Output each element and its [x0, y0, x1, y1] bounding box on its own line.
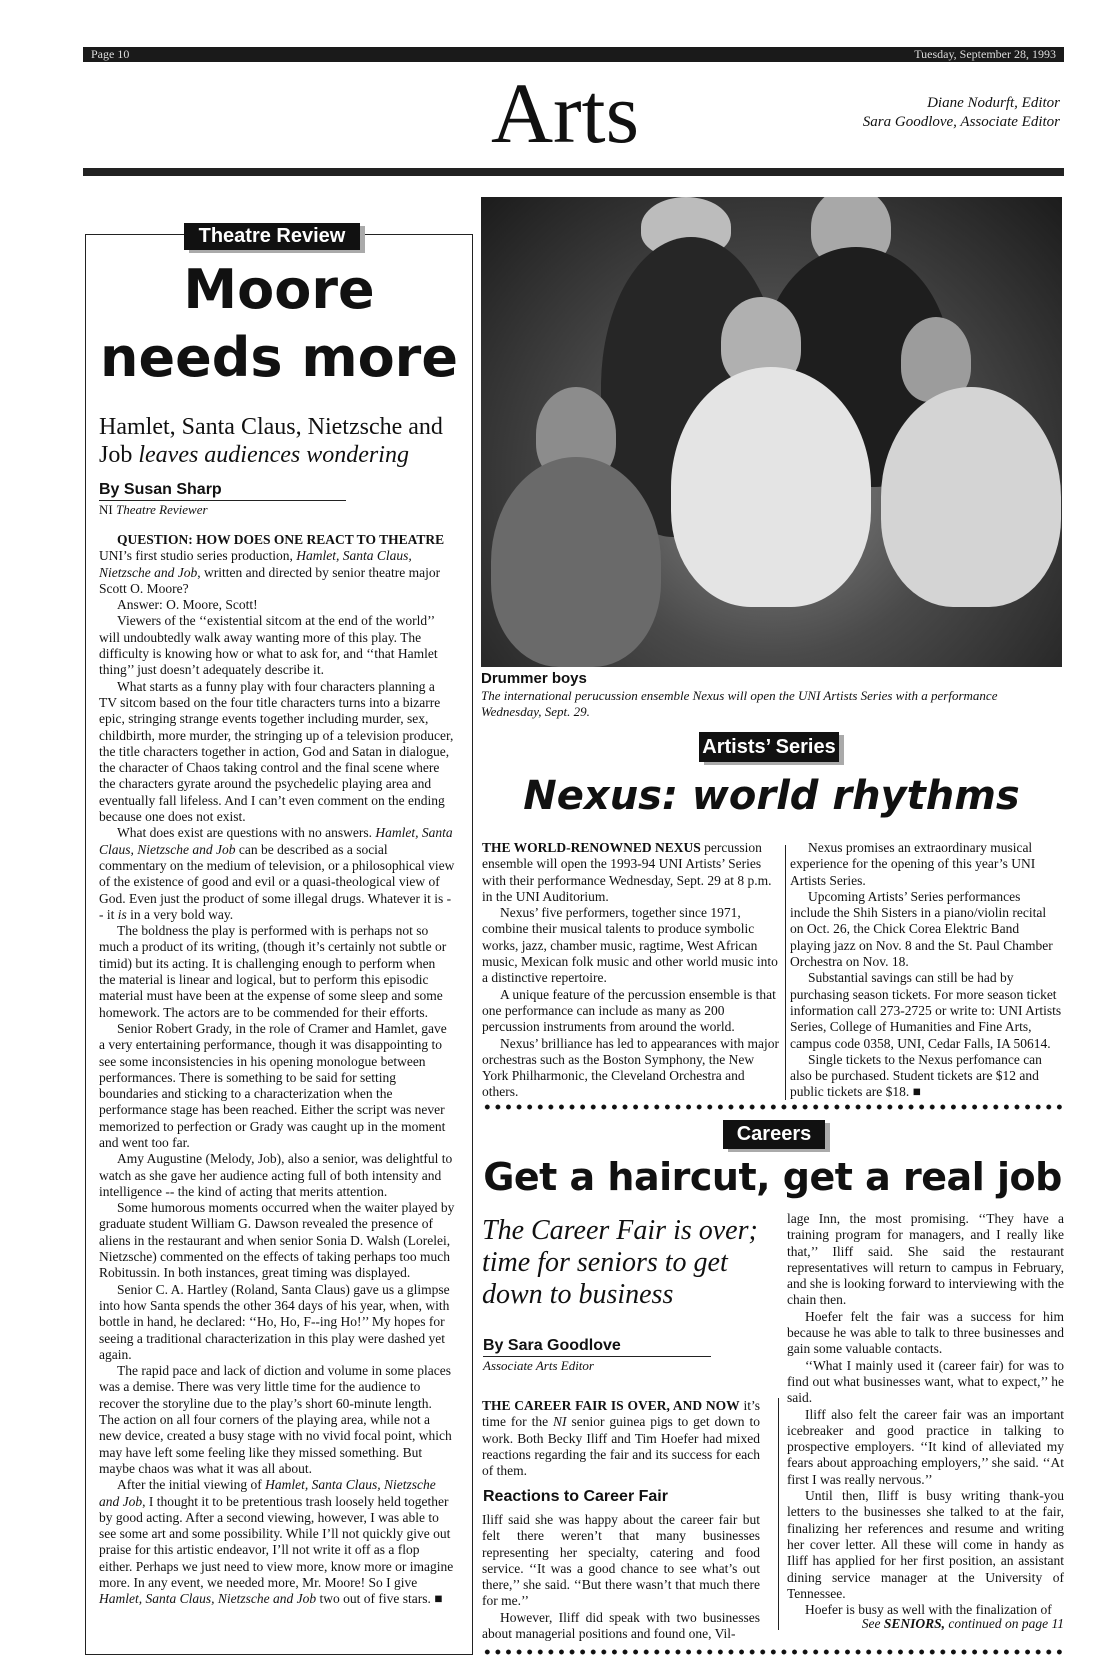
- text-run: Iliff said she was happy about the career fair but felt there weren’t that many businesses representing her specialty, catering and food service. ‘‘It was a good chance to see what’s out there,’’ she said. ‘‘But there wasn’t that much there for me.’’: [482, 1512, 760, 1609]
- paragraph: [482, 905, 780, 986]
- artists-series-label: Artists’ Series: [699, 732, 839, 762]
- continued-jump-line[interactable]: [862, 1616, 1064, 1632]
- paragraph: [99, 679, 455, 826]
- theatre-byline: By Susan Sharp: [99, 481, 346, 501]
- text-run: ‘‘What I mainly used it (career fair) for was to find out what businesses want, what to expect,’’ he said.: [787, 1357, 1064, 1406]
- column-rule: [785, 845, 786, 1100]
- text-run: Nexus’ brilliance has led to appearances with major orchestras such as the Boston Symphony, the New York Philharmonic, the Cleveland Orchestra and others.: [482, 1035, 780, 1100]
- jump-prefix: See: [861, 1616, 884, 1631]
- italic-text: NI: [553, 1414, 567, 1430]
- text-run: Senior C. A. Hartley (Roland, Santa Claus) gave us a glimpse into how Santa spends the other 364 days of his year, when, with bottle in hand, he declared: ‘‘Ho, Ho, F--ing Ho!’’ My hopes for seeing a traditional characterization in this play were dashed yet again.: [99, 1281, 450, 1362]
- byline-title: Theatre Reviewer: [115, 502, 208, 517]
- text-run: The rapid pace and lack of diction and volume in some places was a demise. There was very little time for the audience to recover the storyline due to the play’s short 60-minute length. The action on all four corners of the playing area, while not a new device, created a busy stage with no vivid focal point, which may have left some feeling like they missed something. But maybe chaos was what it was all about.: [99, 1363, 452, 1476]
- careers-subhead: Reactions to Career Fair: [483, 1488, 668, 1505]
- text-run: Until then, Iliff is busy writing thank-you letters to the businesses she talked to at the fair, finalizing her references and resume and writing her cover letter. All these will come in handy as Iliff has applied for her first position, an assistant dining service manager at the University of Tennessee.: [787, 1488, 1064, 1601]
- text-run: Amy Augustine (Melody, Job), also a senior, was delightful to watch as she gave her audience acting full of both intensity and intelligence -- the kind of acting that merits attention.: [99, 1151, 453, 1199]
- photo-caption: The international perucussion ensemble Nexus will open the UNI Artists Series with a performance Wednesday, Sept. 29.: [481, 688, 998, 719]
- nexus-column-1: [482, 840, 780, 1101]
- text-run: senior guinea pigs to get down to work. Both Becky Iliff and Tim Hoefer had mixed reactions regarding the fair and its success for each of them.: [482, 1414, 760, 1479]
- paragraph: [99, 1363, 455, 1477]
- paragraph: [482, 840, 780, 905]
- header-rule: [83, 168, 1064, 176]
- byline-org: NI: [99, 502, 116, 517]
- text-run: UNI’s first studio series production,: [99, 548, 297, 564]
- paragraph: [482, 1610, 760, 1643]
- jump-target: SENIORS,: [883, 1616, 946, 1631]
- paragraph: [99, 825, 455, 923]
- italic-text: Hamlet, Santa Claus, Nietzsche and Job: [99, 548, 412, 580]
- paragraph: [482, 1398, 760, 1479]
- editor: Diane Nodurft, Editor: [927, 95, 1060, 111]
- photo-figure: [491, 457, 661, 667]
- careers-column-1a: [482, 1398, 760, 1479]
- paragraph: [99, 1282, 455, 1363]
- dotted-divider: [482, 1649, 1064, 1655]
- text-run: Hoefer is busy as well with the finalization of: [805, 1602, 1052, 1618]
- theatre-byline-title: [99, 502, 208, 518]
- text-run: What starts as a funny play with four characters planning a TV sitcom based on the four title characters turns into a bizarre epic, stringing strange events together including murder, sex, childbirth, more murder, the stringing up of a television producer, the title characters together in action, God and Satan in dialogue, the character of Chaos taking control and the final scene where the characters gyrate around the psychedelic playing area and eventually fall lifeless. And I can’t even comment on the ending because one does not exist.: [99, 678, 454, 825]
- text-run: it’s time for the: [482, 1398, 760, 1430]
- theatre-deck: [99, 413, 469, 469]
- text-run: lage Inn, the most promising. ‘‘They have a training program for managers, and I really like that,’’ Iliff said. She said the restaurant representatives will return to campus in February, and she is looking forward to interviewing with the chain then.: [787, 1211, 1064, 1308]
- text-run: Senior Robert Grady, in the role of Cramer and Hamlet, gave a very entertaining performance, though it was disappointing to see some inconsistencies in his opening monologue between performances. There is something to be said for setting boundaries and sticking to a characterization when the performance stage has been reached. Either the script was never memorized to perfection or Grady was caught up in the moment and went too far.: [99, 1020, 447, 1150]
- text-run: Nexus’ five performers, together since 1971, combine their musical talents to produce symbolic works, jazz, chamber music, ragtime, West African music, Mexican folk music and other world music into a distinctive repertoire.: [482, 905, 778, 986]
- text-run: After the initial viewing of: [117, 1477, 266, 1493]
- careers-label: Careers: [723, 1120, 825, 1149]
- section-title: Arts: [490, 65, 640, 161]
- text-run: Viewers of the ‘‘existential sitcom at the end of the world’’ will undoubtedly walk away wanting more of this play. The difficulty is knowing how or what to ask for, and ‘‘that Hamlet thing’’ just doesn’t adequately describe it.: [99, 613, 438, 678]
- text-run: in a very bold way.: [126, 906, 234, 922]
- paragraph: [787, 1358, 1064, 1407]
- text-run: Upcoming Artists’ Series performances include the Shih Sisters in a piano/violin recital on Oct. 26, the Chick Corea Elektric Band playing jazz on Nov. 8 and the St. Paul Chamber Orchestra on Nov. 18.: [790, 888, 1053, 970]
- theatre-headline-2: needs more: [100, 326, 458, 389]
- lead-in-text: THE WORLD-RENOWNED NEXUS: [482, 840, 701, 855]
- paragraph: [99, 1200, 455, 1281]
- text-run: Iliff also felt the career fair was an important icebreaker and good practice in talking to prospective employers. ‘‘It kind of alleviated my fears about approaching employers,’’ she said. ‘‘At first I was really nervous.’’: [787, 1406, 1064, 1487]
- paragraph: [482, 1036, 780, 1101]
- text-run: Answer: O. Moore, Scott!: [117, 597, 258, 613]
- deck-plain: Hamlet, Santa Claus, Nietzsche and Job: [99, 414, 443, 468]
- photo-nexus-ensemble: [481, 197, 1062, 667]
- page-number: Page 10: [91, 47, 130, 61]
- deck-italic: leaves audiences wondering: [138, 442, 409, 468]
- paragraph: [787, 1488, 1064, 1602]
- paragraph: [790, 970, 1062, 1051]
- paragraph: [787, 1211, 1064, 1309]
- theatre-review-label: Theatre Review: [184, 223, 360, 250]
- text-run: percussion ensemble will open the 1993-94 UNI Artists’ Series with their performance Wednesday, Sept. 29 at 8 p.m. in the UNI Auditorium.: [482, 840, 772, 904]
- italic-text: is: [117, 906, 127, 922]
- paragraph: [99, 1021, 455, 1151]
- editors: [863, 94, 1060, 132]
- careers-deck: The Career Fair is over; time for seniors to get down to business: [482, 1215, 758, 1310]
- text-run: , written and directed by senior theatre major Scott O. Moore?: [99, 564, 441, 596]
- paragraph: [787, 1309, 1064, 1358]
- text-run: However, Iliff did speak with two businesses about managerial positions and found one, Vil-: [482, 1609, 760, 1642]
- lead-in-text: QUESTION: HOW DOES ONE REACT TO THEATRE: [117, 532, 445, 547]
- photo-figure: [671, 367, 871, 607]
- italic-text: Hamlet, Santa Claus, Nietzsche and Job: [99, 1591, 317, 1607]
- paragraph: [790, 840, 1062, 889]
- careers-column-2: [787, 1211, 1064, 1618]
- paragraph: [99, 923, 455, 1021]
- lead-in-text: THE CAREER FAIR IS OVER, AND NOW: [482, 1398, 740, 1413]
- paragraph: [787, 1407, 1064, 1488]
- photo-caption-title: Drummer boys: [481, 670, 587, 687]
- nexus-headline: Nexus: world rhythms: [523, 773, 1020, 819]
- theatre-article-body: [99, 532, 455, 1608]
- theatre-headline-1: Moore: [183, 258, 375, 321]
- photo-figure: [881, 387, 1061, 607]
- paragraph: [99, 613, 455, 678]
- careers-byline-title: Associate Arts Editor: [483, 1358, 594, 1373]
- paragraph: [99, 1151, 455, 1200]
- italic-text: Hamlet, Santa Claus, Nietzsche and Job: [99, 1477, 436, 1509]
- careers-column-1b: [482, 1512, 760, 1642]
- careers-headline: Get a haircut, get a real job: [483, 1155, 1062, 1199]
- text-run: , I thought it to be pretentious trash loosely held together by good acting. After a second viewing, however, I was able to see some art and some possibility. While I’ll not quickly give out praise for this artistic endeavor, I’ll not write it off as a flop either. Perhaps we just need to view more, know more or imagine more. In any event, we needed more, Mr. Moore! So I give: [99, 1493, 454, 1590]
- text-run: What does exist are questions with no answers.: [117, 825, 376, 841]
- paragraph: [790, 889, 1062, 970]
- issue-date: Tuesday, September 28, 1993: [914, 47, 1056, 61]
- paragraph: [99, 532, 455, 597]
- paragraph: [482, 1512, 760, 1610]
- text-run: Nexus promises an extraordinary musical experience for the opening of this year’s UNI Artists Series.: [790, 840, 1036, 888]
- paragraph: [99, 1477, 455, 1607]
- text-run: two out of five stars. ■: [316, 1591, 443, 1607]
- associate-editor: Sara Goodlove, Associate Editor: [862, 114, 1060, 130]
- italic-text: Hamlet, Santa Claus, Nietzsche and Job: [99, 825, 453, 857]
- careers-byline: By Sara Goodlove: [483, 1337, 711, 1357]
- column-rule: [778, 1398, 779, 1630]
- text-run: Substantial savings can still be had by purchasing season tickets. For more season ticket information call 273-2725 or write to: UNI Artists Series, College of Humanities and Fine Arts, campus code 0358, UNI, Cedar Falls, IA 50614.: [790, 970, 1062, 1051]
- text-run: Some humorous moments occurred when the waiter played by graduate student William G. Dawson revealed the presence of aliens in the restaurant and when senior Sonia D. Walsh (Lorelei, Nietzsche) commented on the effects of taking perhaps too much Robitussin. In both instances, great timing was displayed.: [99, 1200, 455, 1281]
- paragraph: [482, 987, 780, 1036]
- jump-rest: continued on page 11: [945, 1616, 1064, 1631]
- nexus-column-2: [790, 840, 1062, 1101]
- text-run: The boldness the play is performed with is perhaps not so much a product of its writing, (though it’s certainly not subtle or timid) but its acting. It is challenging enough to perform when the material is linear and logical, but to perform this episodic material must have been at the expense of some sleep and some homework. The actors are to be commended for their efforts.: [99, 923, 447, 1020]
- paragraph: [790, 1052, 1062, 1101]
- text-run: A unique feature of the percussion ensemble is that one performance can include as many as 200 percussion instruments from around the world.: [482, 986, 776, 1035]
- paragraph: [99, 597, 455, 613]
- page-header-bar: [83, 47, 1064, 62]
- text-run: can be described as a social commentary on the medium of television, or a philosophical view of the existence of good and evil or a quasi-theological view of God. Even just the product of some illegal drugs. Whatever it is -- it: [99, 841, 455, 922]
- dotted-divider: [482, 1104, 1064, 1110]
- text-run: Single tickets to the Nexus perfomance can also be purchased. Student tickets are $12 and public tickets are $18. ■: [790, 1051, 1042, 1100]
- text-run: Hoefer felt the fair was a success for him because he was able to talk to three businesses and gain some valuable contacts.: [787, 1308, 1064, 1357]
